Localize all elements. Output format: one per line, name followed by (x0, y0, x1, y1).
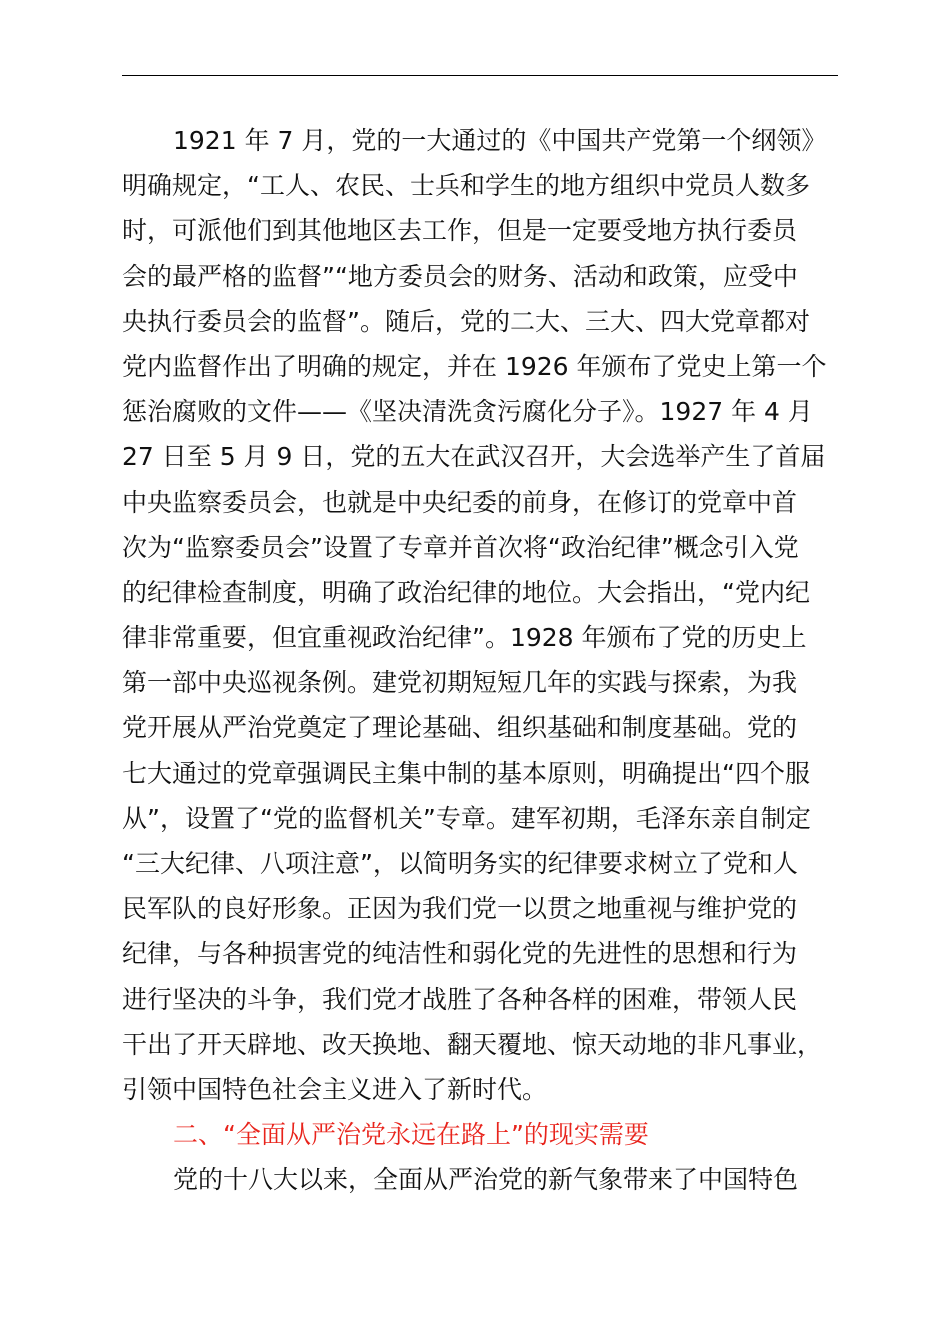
paragraph-line: “三大纪律、八项注意”，以简明务实的纪律要求树立了党和人 (122, 849, 798, 878)
paragraph-line: 进行坚决的斗争，我们党才战胜了各种各样的困难，带领人民 (122, 984, 798, 1014)
paragraph-line: 央执行委员会的监督”。随后，党的二大、三大、四大党章都对 (122, 306, 810, 336)
paragraph-line: 明确规定，“工人、农民、士兵和学生的地方组织中党员人数多 (122, 171, 810, 201)
paragraph-line: 党开展从严治党奠定了理论基础、组织基础和制度基础。党的 (122, 713, 798, 743)
paragraph-line: 中央监察委员会，也就是中央纪委的前身，在修订的党章中首 (122, 487, 798, 517)
paragraph-line: 七大通过的党章强调民主集中制的基本原则，明确提出“四个服 (122, 758, 810, 788)
paragraph-line: 时，可派他们到其他地区去工作，但是一定要受地方执行委员 (122, 216, 798, 246)
section-heading: 二、“全面从严治党永远在路上”的现实需要 (173, 1120, 649, 1150)
paragraph-line: 27 日至 5 月 9 日，党的五大在武汉召开，大会选举产生了首届 (122, 442, 826, 472)
paragraph-line: 会的最严格的监督”“地方委员会的财务、活动和政策，应受中 (122, 261, 798, 291)
paragraph-line: 民军队的良好形象。正因为我们党一以贯之地重视与维护党的 (122, 894, 798, 924)
paragraph-line: 1921 年 7 月，党的一大通过的《中国共产党第一个纲领》 (173, 126, 827, 155)
paragraph-line: 次为“监察委员会”设置了专章并首次将“政治纪律”概念引入党 (122, 532, 799, 562)
paragraph-line: 律非常重要，但宜重视政治纪律”。1928 年颁布了党的历史上 (122, 623, 807, 653)
document-body (122, 118, 862, 1203)
paragraph-line: 惩治腐败的文件——《坚决清洗贪污腐化分子》。1927 年 4 月 (122, 397, 813, 427)
paragraph-line: 引领中国特色社会主义进入了新时代。 (122, 1074, 548, 1104)
paragraph-line: 纪律，与各种损害党的纯洁性和弱化党的先进性的思想和行为 (122, 939, 798, 969)
paragraph-line: 的纪律检查制度，明确了政治纪律的地位。大会指出，“党内纪 (122, 577, 810, 607)
paragraph-line: 干出了开天辟地、改天换地、翻天覆地、惊天动地的非凡事业， (122, 1029, 823, 1059)
paragraph-since-18th-congress (122, 1157, 862, 1202)
paragraph-party-discipline-history (122, 118, 862, 1112)
paragraph-line: 从”，设置了“党的监督机关”专章。建军初期，毛泽东亲自制定 (122, 803, 811, 833)
paragraph-line: 党内监督作出了明确的规定，并在 1926 年颁布了党史上第一个 (122, 351, 827, 381)
paragraph-line: 党的十八大以来，全面从严治党的新气象带来了中国特色 (173, 1165, 799, 1195)
header-rule (122, 75, 838, 76)
paragraph-line: 第一部中央巡视条例。建党初期短短几年的实践与探索，为我 (122, 668, 798, 698)
